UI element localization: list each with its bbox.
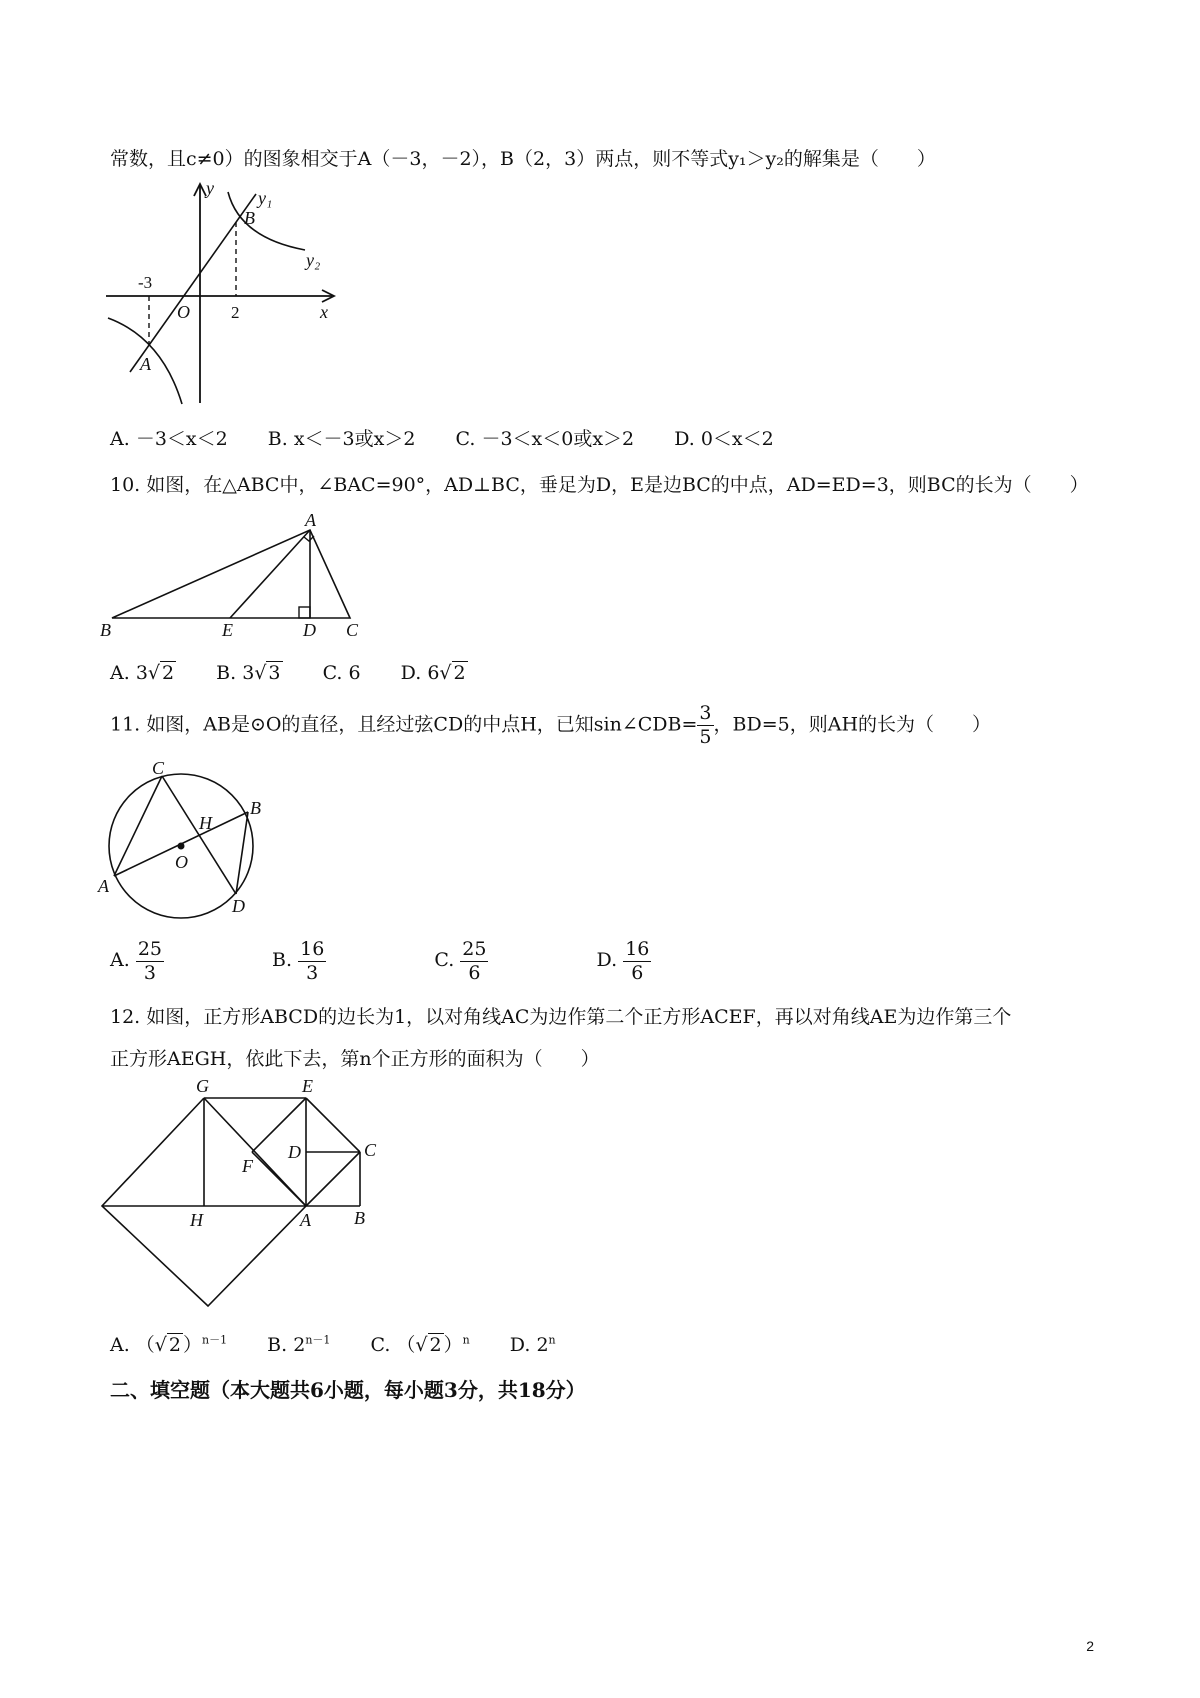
q12-point-d: D bbox=[288, 1142, 301, 1162]
q12-option-b[interactable]: B. $2^{n-1}$ bbox=[267, 1333, 331, 1356]
section-heading-fill-blank: 二、填空题（本大题共6小题，每小题3分，共18分） bbox=[110, 1378, 586, 1402]
q12-point-e: E bbox=[302, 1076, 313, 1096]
q11-option-d[interactable]: D. $\frac{16}{6}$ bbox=[596, 938, 650, 984]
q9-tick-2: 2 bbox=[231, 303, 240, 322]
q9-option-d[interactable]: D. 0＜x＜2 bbox=[674, 428, 774, 450]
q12-point-b: B bbox=[354, 1208, 365, 1228]
q10-point-e: E bbox=[222, 620, 233, 640]
q11-point-b: B bbox=[250, 798, 261, 818]
q9-tick-neg3: -3 bbox=[138, 273, 153, 292]
q12-stem-line2: 正方形AEGH，依此下去，第n个正方形的面积为（ ） bbox=[110, 1048, 600, 1070]
q10-point-b: B bbox=[100, 620, 111, 640]
q10-options bbox=[110, 662, 502, 684]
q9-option-c[interactable]: C. －3＜x＜0或x＞2 bbox=[455, 428, 635, 450]
q9-y-axis-label: y bbox=[206, 178, 214, 198]
q12-option-c[interactable]: C. （√ 2 ）$^n$ bbox=[370, 1333, 470, 1356]
q9-option-a[interactable]: A. －3＜x＜2 bbox=[110, 428, 228, 450]
q9-stem: 常数，且c≠0）的图象相交于A（－3，－2），B（2，3）两点，则不等式y₁＞y₂的解集是（ ） bbox=[110, 148, 936, 170]
q11-figure bbox=[96, 760, 286, 925]
q9-curve-y1: y₁ bbox=[258, 188, 273, 208]
q12-stem-line1: 12. 如图，正方形ABCD的边长为1，以对角线AC为边作第二个正方形ACEF，再以对角线AE为边作第三个 bbox=[110, 1006, 1012, 1028]
q10-figure bbox=[100, 508, 380, 643]
q9-x-axis-label: x bbox=[320, 302, 328, 322]
q12-point-a: A bbox=[300, 1210, 311, 1230]
q11-options bbox=[110, 938, 753, 985]
q12-point-h: H bbox=[190, 1210, 203, 1230]
q9-options bbox=[110, 424, 808, 451]
q11-point-a: A bbox=[98, 876, 109, 896]
q9-figure bbox=[100, 178, 350, 408]
q11-stem: 11. 如图，AB是⊙O的直径，且经过弦CD的中点H，已知sin∠CDB= $\frac{3}{5}$ ，BD=5，则AH的长为（ ） bbox=[110, 702, 992, 748]
q12-figure bbox=[96, 1074, 396, 1320]
q9-point-b: B bbox=[244, 208, 255, 228]
q10-option-d[interactable]: D. 6√ 2 bbox=[400, 662, 466, 684]
q11-option-b[interactable]: B. $\frac{16}{3}$ bbox=[272, 938, 325, 984]
q10-point-c: C bbox=[346, 620, 359, 640]
q11-option-a[interactable]: A. $\frac{25}{3}$ bbox=[110, 938, 162, 984]
q10-option-c[interactable]: C. 6 bbox=[322, 662, 361, 684]
q12-point-g: G bbox=[196, 1076, 209, 1096]
q11-point-h: H bbox=[199, 813, 212, 833]
q10-point-a: A bbox=[305, 510, 316, 530]
q11-point-c: C bbox=[152, 760, 165, 778]
q9-origin-label: O bbox=[177, 302, 190, 322]
q10-stem: 10. 如图，在△ABC中，∠BAC=90°，AD⊥BC，垂足为D，E是边BC的中点，AD=ED=3，则BC的长为（ ） bbox=[110, 474, 1089, 496]
q11-point-d: D bbox=[232, 896, 245, 916]
q12-option-d[interactable]: D. 2$^n$ bbox=[509, 1333, 556, 1356]
q11-center-o: O bbox=[175, 852, 188, 872]
page-number: 2 bbox=[1086, 1638, 1094, 1654]
q10-point-d: D bbox=[303, 620, 316, 640]
q12-options bbox=[110, 1330, 590, 1357]
q9-curve-y2: y₂ bbox=[306, 250, 321, 270]
q12-point-c: C bbox=[364, 1140, 377, 1160]
q10-option-a[interactable]: A. 3√ 2 bbox=[110, 662, 175, 684]
q11-option-c[interactable]: C. $\frac{25}{6}$ bbox=[434, 938, 487, 984]
q10-option-b[interactable]: B. 3√ 3 bbox=[216, 662, 281, 684]
q9-point-a: A bbox=[140, 354, 151, 374]
q9-option-b[interactable]: B. x＜－3或x＞2 bbox=[267, 428, 416, 450]
q12-point-f: F bbox=[242, 1156, 253, 1176]
q12-option-a[interactable]: A. （√ 2 ）$^{n-1}$ bbox=[110, 1333, 228, 1356]
